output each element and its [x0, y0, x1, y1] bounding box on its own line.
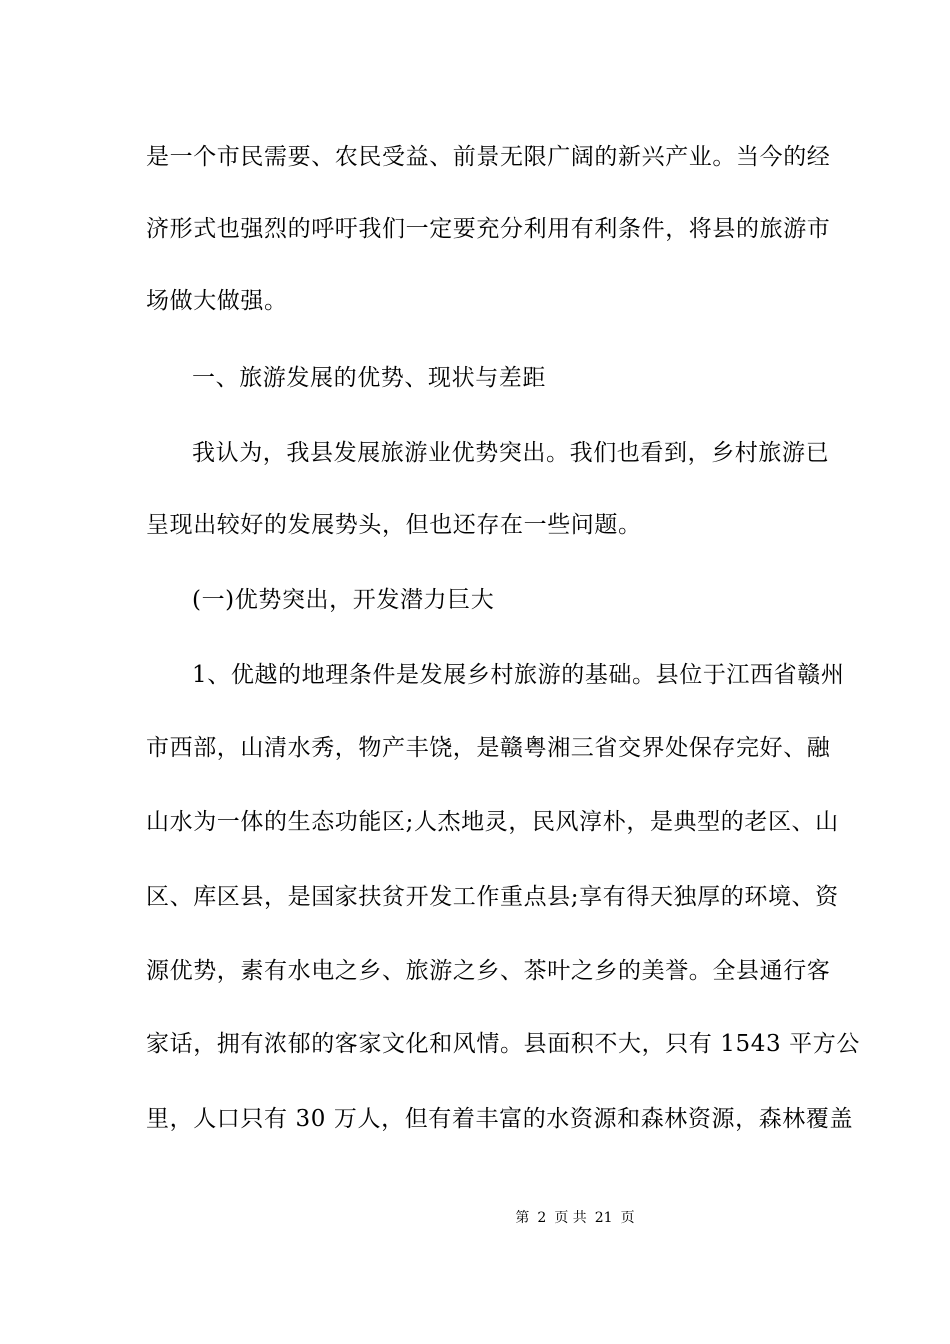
- paragraph-line: 是一个市民需要、农民受益、前景无限广阔的新兴产业。当今的经: [146, 144, 831, 170]
- paragraph-line: 家话，拥有浓郁的客家文化和风情。县面积不大，只有 1543 平方公: [146, 1031, 860, 1057]
- footer-page-number: 2: [537, 1210, 547, 1226]
- footer-prefix: 第: [515, 1210, 530, 1226]
- paragraph-line: 市西部，山清水秀，物产丰饶，是赣粤湘三省交界处保存完好、融: [146, 735, 831, 761]
- paragraph-line: 济形式也强烈的呼吁我们一定要充分利用有利条件，将县的旅游市: [146, 216, 831, 242]
- paragraph-line: 里，人口只有 30 万人，但有着丰富的水资源和森林资源，森林覆盖: [146, 1106, 854, 1132]
- footer-middle: 页 共: [554, 1210, 587, 1226]
- paragraph-line: 山水为一体的生态功能区;人杰地灵，民风淳朴，是典型的老区、山: [146, 809, 839, 835]
- paragraph-line: 1、优越的地理条件是发展乡村旅游的基础。县位于江西省赣州: [192, 662, 845, 688]
- section-heading: 一、旅游发展的优势、现状与差距: [192, 365, 546, 391]
- subsection-heading: (一)优势突出，开发潜力巨大: [192, 587, 495, 613]
- footer-suffix: 页: [620, 1210, 635, 1226]
- paragraph-line: 场做大做强。: [146, 288, 288, 314]
- page-footer: [0, 1208, 950, 1228]
- paragraph-line: 区、库区县，是国家扶贫开发工作重点县;享有得天独厚的环境、资: [146, 884, 839, 910]
- paragraph-line: 我认为，我县发展旅游业优势突出。我们也看到，乡村旅游已: [192, 440, 830, 466]
- paragraph-line: 呈现出较好的发展势头，但也还存在一些问题。: [146, 512, 642, 538]
- footer-total-pages: 21: [594, 1210, 613, 1226]
- paragraph-line: 源优势，素有水电之乡、旅游之乡、茶叶之乡的美誉。全县通行客: [146, 958, 831, 984]
